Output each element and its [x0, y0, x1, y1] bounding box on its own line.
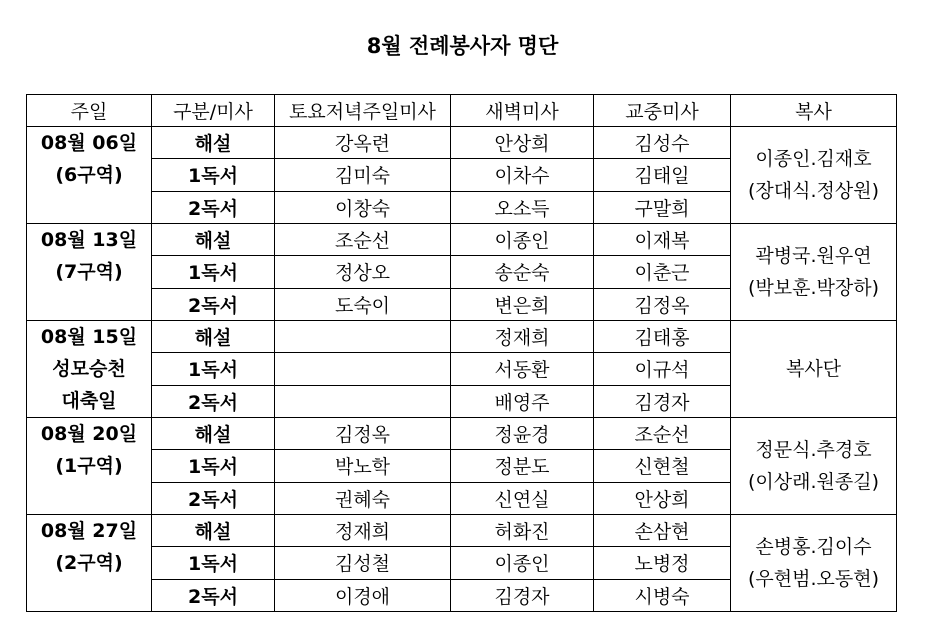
main-mass-cell: 노병정	[594, 547, 731, 579]
role-cell: 1독서	[152, 159, 275, 191]
main-mass-cell: 이규석	[594, 353, 731, 385]
sunday-date-cell	[27, 418, 152, 515]
table-row	[27, 515, 897, 547]
altar-servers-line: (이상래.원종길)	[748, 471, 879, 493]
main-mass-cell: 구말희	[594, 191, 731, 223]
role-cell: 1독서	[152, 450, 275, 482]
saturday-mass-cell: 김정옥	[275, 418, 451, 450]
altar-servers-line: 곽병국.원우연	[755, 245, 872, 267]
role-cell: 해설	[152, 515, 275, 547]
role-cell: 해설	[152, 127, 275, 159]
header-dawn-mass: 새벽미사	[451, 95, 594, 127]
sunday-date-line: 대축일	[61, 390, 117, 412]
header-row	[27, 95, 897, 127]
altar-servers-line: (박보훈.박장하)	[748, 277, 879, 299]
sunday-date-line: (7구역)	[55, 261, 123, 283]
sunday-date-line	[27, 191, 151, 223]
roster-body	[27, 127, 897, 612]
table-row	[27, 224, 897, 256]
role-cell: 1독서	[152, 353, 275, 385]
main-mass-cell: 김태홍	[594, 321, 731, 353]
dawn-mass-cell: 이종인	[451, 224, 594, 256]
dawn-mass-cell: 오소득	[451, 191, 594, 223]
sunday-date-line: 08월 20일	[40, 423, 138, 445]
main-mass-cell: 이춘근	[594, 256, 731, 288]
saturday-mass-cell: 박노학	[275, 450, 451, 482]
sunday-date-cell	[27, 515, 152, 612]
page-title: 8월 전례봉사자 명단	[366, 34, 559, 58]
dawn-mass-cell: 서동환	[451, 353, 594, 385]
dawn-mass-cell: 이차수	[451, 159, 594, 191]
sunday-date-line	[27, 288, 151, 320]
dawn-mass-cell: 신연실	[451, 482, 594, 514]
sunday-date-line: (2구역)	[55, 552, 123, 574]
dawn-mass-cell: 이종인	[451, 547, 594, 579]
saturday-mass-cell	[275, 321, 451, 353]
saturday-mass-cell	[275, 385, 451, 417]
sunday-date-cell	[27, 321, 152, 418]
sunday-date-cell	[27, 127, 152, 224]
dawn-mass-cell: 송순숙	[451, 256, 594, 288]
role-cell: 2독서	[152, 288, 275, 320]
roster-table	[26, 94, 897, 612]
sunday-date-line: 08월 06일	[40, 132, 138, 154]
saturday-mass-cell: 이창숙	[275, 191, 451, 223]
altar-servers-cell	[731, 515, 897, 612]
sunday-date-line: 08월 27일	[40, 520, 138, 542]
saturday-mass-cell: 강옥련	[275, 127, 451, 159]
saturday-mass-cell: 권혜숙	[275, 482, 451, 514]
sunday-date-cell	[27, 224, 152, 321]
saturday-mass-cell: 도숙이	[275, 288, 451, 320]
table-row	[27, 418, 897, 450]
main-mass-cell: 조순선	[594, 418, 731, 450]
header-main-mass: 교중미사	[594, 95, 731, 127]
dawn-mass-cell: 정분도	[451, 450, 594, 482]
role-cell: 2독서	[152, 191, 275, 223]
header-saturday-mass: 토요저녁주일미사	[275, 95, 451, 127]
main-mass-cell: 김정옥	[594, 288, 731, 320]
main-mass-cell: 안상희	[594, 482, 731, 514]
altar-servers-cell	[731, 224, 897, 321]
role-cell: 1독서	[152, 547, 275, 579]
altar-servers-line: 정문식.추경호	[755, 439, 872, 461]
sunday-date-line	[27, 482, 151, 514]
altar-servers-line: 복사단	[785, 358, 842, 380]
saturday-mass-cell: 조순선	[275, 224, 451, 256]
altar-servers-line: 이종인.김재호	[755, 148, 872, 170]
dawn-mass-cell: 정윤경	[451, 418, 594, 450]
main-mass-cell: 신현철	[594, 450, 731, 482]
dawn-mass-cell: 김경자	[451, 579, 594, 611]
role-cell: 해설	[152, 418, 275, 450]
main-mass-cell: 김성수	[594, 127, 731, 159]
role-cell: 2독서	[152, 579, 275, 611]
altar-servers-cell	[731, 321, 897, 418]
altar-servers-cell	[731, 127, 897, 224]
saturday-mass-cell: 정상오	[275, 256, 451, 288]
altar-servers-line: (장대식.정상원)	[748, 180, 879, 202]
sunday-date-line	[27, 579, 151, 611]
header-sunday: 주일	[27, 95, 152, 127]
altar-servers-line: (우현범.오동현)	[748, 568, 879, 590]
sunday-date-line: 08월 13일	[40, 229, 138, 251]
saturday-mass-cell: 김미숙	[275, 159, 451, 191]
role-cell: 2독서	[152, 482, 275, 514]
dawn-mass-cell: 정재희	[451, 321, 594, 353]
main-mass-cell: 손삼현	[594, 515, 731, 547]
main-mass-cell: 김태일	[594, 159, 731, 191]
role-cell: 1독서	[152, 256, 275, 288]
role-cell: 2독서	[152, 385, 275, 417]
saturday-mass-cell: 정재희	[275, 515, 451, 547]
sunday-date-line: (6구역)	[55, 164, 123, 186]
dawn-mass-cell: 허화진	[451, 515, 594, 547]
sunday-date-line: 08월 15일	[40, 326, 138, 348]
main-mass-cell: 김경자	[594, 385, 731, 417]
main-mass-cell: 이재복	[594, 224, 731, 256]
main-mass-cell: 시병숙	[594, 579, 731, 611]
dawn-mass-cell: 안상희	[451, 127, 594, 159]
saturday-mass-cell	[275, 353, 451, 385]
saturday-mass-cell: 김성철	[275, 547, 451, 579]
role-cell: 해설	[152, 224, 275, 256]
altar-servers-cell	[731, 418, 897, 515]
header-altar-servers: 복사	[731, 95, 897, 127]
saturday-mass-cell: 이경애	[275, 579, 451, 611]
table-row	[27, 321, 897, 353]
dawn-mass-cell: 배영주	[451, 385, 594, 417]
role-cell: 해설	[152, 321, 275, 353]
table-row	[27, 127, 897, 159]
sunday-date-line: 성모승천	[52, 358, 126, 380]
dawn-mass-cell: 변은희	[451, 288, 594, 320]
sunday-date-line: (1구역)	[55, 455, 123, 477]
altar-servers-line: 손병홍.김이수	[755, 536, 872, 558]
header-role: 구분/미사	[152, 95, 275, 127]
